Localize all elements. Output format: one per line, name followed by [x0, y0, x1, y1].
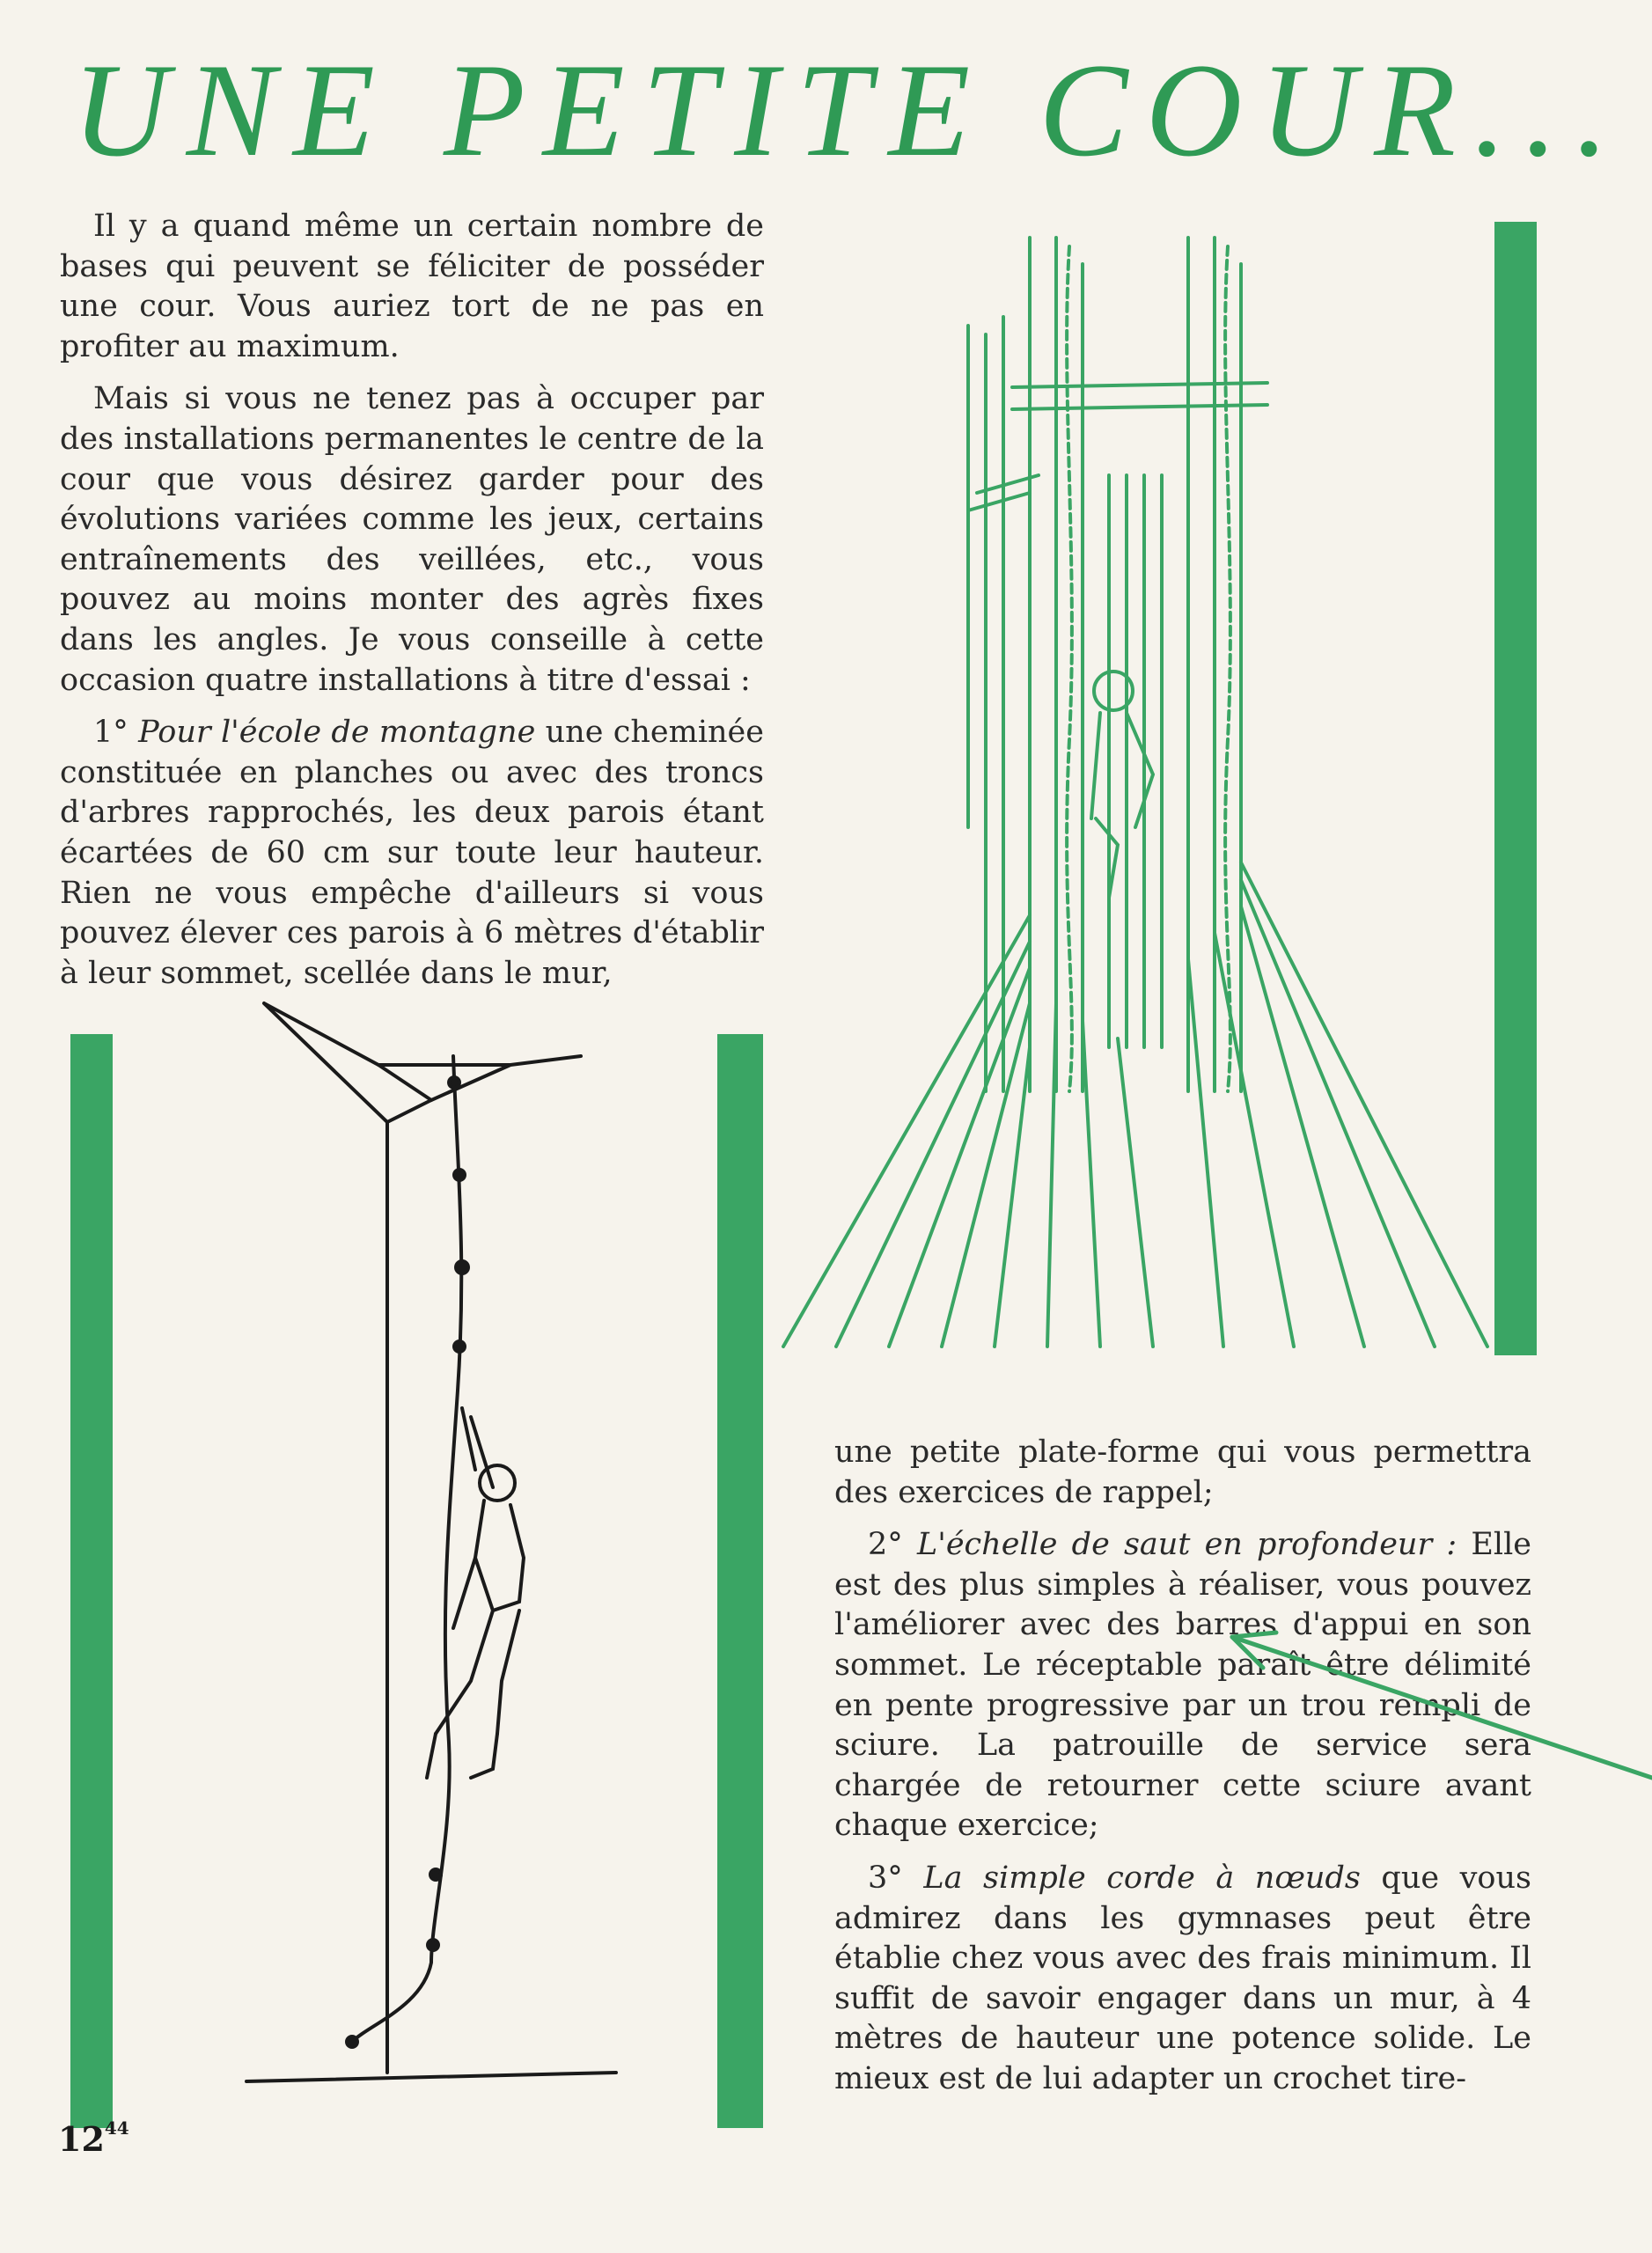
item-body: Elle est des plus simples à réaliser, vous pouvez l'améliorer avec des barres d'appui en son sommet. Le réceptable paraît être délimité en pente progressive par un trou rempli de sciure. La patrouille de service sera chargée de retourner cette sciure avant chaque exercice;: [834, 1527, 1531, 1844]
paragraph-knotted-rope: [834, 1859, 1531, 2100]
paragraph: Mais si vous ne tenez pas à occuper par des installations permanentes le centre de la cour que vous désirez garder pour des évolutions variées comme les jeux, certains entraînements des veillées, etc., vous pouvez au moins monter des agrès fixes dans les angles. Je vous conseille à cette occasion quatre installations à titre d'essai :: [60, 381, 764, 698]
green-bar-middle: [717, 1034, 763, 2128]
chimney-illustration: [766, 211, 1496, 1364]
item-body: une cheminée constituée en planches ou avec des troncs d'arbres rapprochés, les deux parois étant écartées de 60 cm sur toute leur hauteur. Rien ne vous empêche d'ailleurs si vous pouvez élever ces parois à 6 mètres d'établir à leur sommet, scellée dans le mur,: [60, 715, 764, 991]
page-title: UNE PETITE COUR...: [72, 36, 1626, 184]
page-number-main: 12: [58, 2119, 105, 2159]
page-number: [58, 2119, 129, 2159]
page-number-sup: 44: [104, 2117, 129, 2139]
green-bar-right-top: [1494, 222, 1537, 1355]
item-heading: L'échelle de saut en profondeur :: [916, 1527, 1457, 1563]
arrow-illustration: [1215, 1602, 1652, 1787]
paragraph-school-mountain: [60, 713, 764, 994]
paragraph: Il y a quand même un certain nombre de bases qui peuvent se féliciter de posséder une cour. Vous auriez tort de ne pas en profiter au maximum.: [60, 209, 764, 364]
item-heading: Pour l'école de montagne: [138, 715, 536, 751]
item-number: 3°: [868, 1860, 903, 1896]
left-text-column: [60, 207, 764, 1006]
green-bar-left: [70, 1034, 113, 2128]
item-number: 2°: [868, 1527, 903, 1563]
item-heading: La simple corde à nœuds: [923, 1860, 1361, 1896]
item-body: que vous admirez dans les gymnases peut être établie chez vous avec des frais minimum. Il suffit de savoir engager dans un mur, à 4 mètres de hauteur une potence solide. Le mieux est de lui adapter un crochet tire-: [834, 1860, 1531, 2096]
paragraph: une petite plate-forme qui vous permettra des exercices de rappel;: [834, 1435, 1531, 1510]
rope-climber-illustration: [229, 994, 634, 2095]
item-number: 1°: [93, 715, 128, 751]
